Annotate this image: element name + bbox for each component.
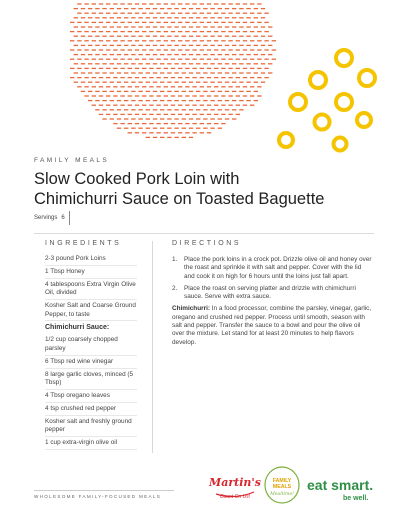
ingredients-heading: INGREDIENTS [45,240,122,247]
yellow-ring [336,50,352,66]
step-text: Place the pork loins in a crock pot. Drizzle olive oil and honey over the roast and sprinkle it with salt and pepper. Cover with the lid and cook it on high for 6 hours until the loins just fall apart. [184,256,372,280]
family-meals-logo [263,465,301,505]
yellow-ring-pattern [279,50,375,151]
sauce-ingredient-item: 1 cup extra-virgin olive oil [45,437,137,450]
yellow-ring [336,94,352,110]
yellow-ring [310,72,326,88]
chimichurri-instructions [172,305,372,346]
directions-list [172,256,372,347]
step-text: Place the roast on serving platter and drizzle with chimichurri sauce. Serve with extra sauce. [184,284,356,301]
sauce-ingredient-item: Kosher salt and freshly ground pepper [45,416,137,437]
recipe-title-line1: Slow Cooked Pork Loin with [34,170,240,188]
yellow-ring [279,133,293,147]
decorative-pattern [0,0,400,150]
martins-logo [209,472,261,502]
ingredient-item: 1 Tbsp Honey [45,266,137,279]
sauce-ingredient-item: 6 Tbsp red wine vinegar [45,356,137,369]
family-meals-logo-line2: MEALS [272,484,292,490]
recipe-title [34,169,374,209]
servings-info [34,211,70,225]
servings-label: Servings [34,215,58,221]
eat-smart-logo [305,474,377,504]
footer-divider [34,490,174,491]
sauce-subheading: Chimichurri Sauce: [45,324,110,332]
orange-dash-pattern [70,4,276,137]
yellow-ring [290,94,306,110]
ingredient-item: 4 tablespoons Extra Virgin Olive Oil, divided [45,279,137,300]
direction-step [172,285,372,302]
sauce-ingredient-item: 8 large garlic cloves, minced (5 Tbsp) [45,369,137,390]
family-meals-logo-line1: FAMILY [272,478,292,484]
direction-step [172,256,372,281]
eat-smart-logo-line2: be well. [343,495,369,502]
eat-smart-logo-line1: eat smart. [307,477,374,493]
ingredient-item: Kosher Salt and Coarse Ground Pepper, to taste [45,300,137,321]
step-number: 1. [172,256,178,263]
yellow-ring [357,113,371,127]
martins-logo-tagline: Count On Us! [219,494,251,500]
chimichurri-label: Chimichurri: [172,305,210,313]
martins-logo-name: Martin's [209,476,261,489]
recipe-title-line2: Chimichurri Sauce on Toasted Baguette [34,190,325,208]
sauce-ingredient-item: 1/2 cup coarsely chopped parsley [45,334,137,355]
family-meals-logo-line3: Mealtime! [270,492,294,497]
section-divider [34,233,374,234]
sauce-ingredient-item: 4 tsp crushed red pepper [45,403,137,416]
step-number: 2. [172,284,178,292]
yellow-ring [359,70,375,86]
yellow-ring [334,138,347,151]
recipe-category: FAMILY MEALS [34,157,110,164]
yellow-ring [315,115,330,130]
sauce-ingredient-item: 4 Tbsp oregano leaves [45,390,137,403]
ingredient-item: 2-3 pound Pork Loins [45,253,137,266]
footer-tagline: WHOLESOME FAMILY-FOCUSED MEALS [34,494,162,499]
chimichurri-text: In a food processor, combine the parsley, vinegar, garlic, oregano and crushed red pepper. Process until smooth, season with salt and pepper. Transfer the sauce to a bowl and pour the olive oil over the mixture. Let stand for at least 20 minutes to help flavors develop. [172,305,372,346]
directions-heading: DIRECTIONS [172,240,242,247]
servings-value: 6 [61,215,65,221]
ingredients-list [45,253,137,450]
column-divider [152,241,153,453]
